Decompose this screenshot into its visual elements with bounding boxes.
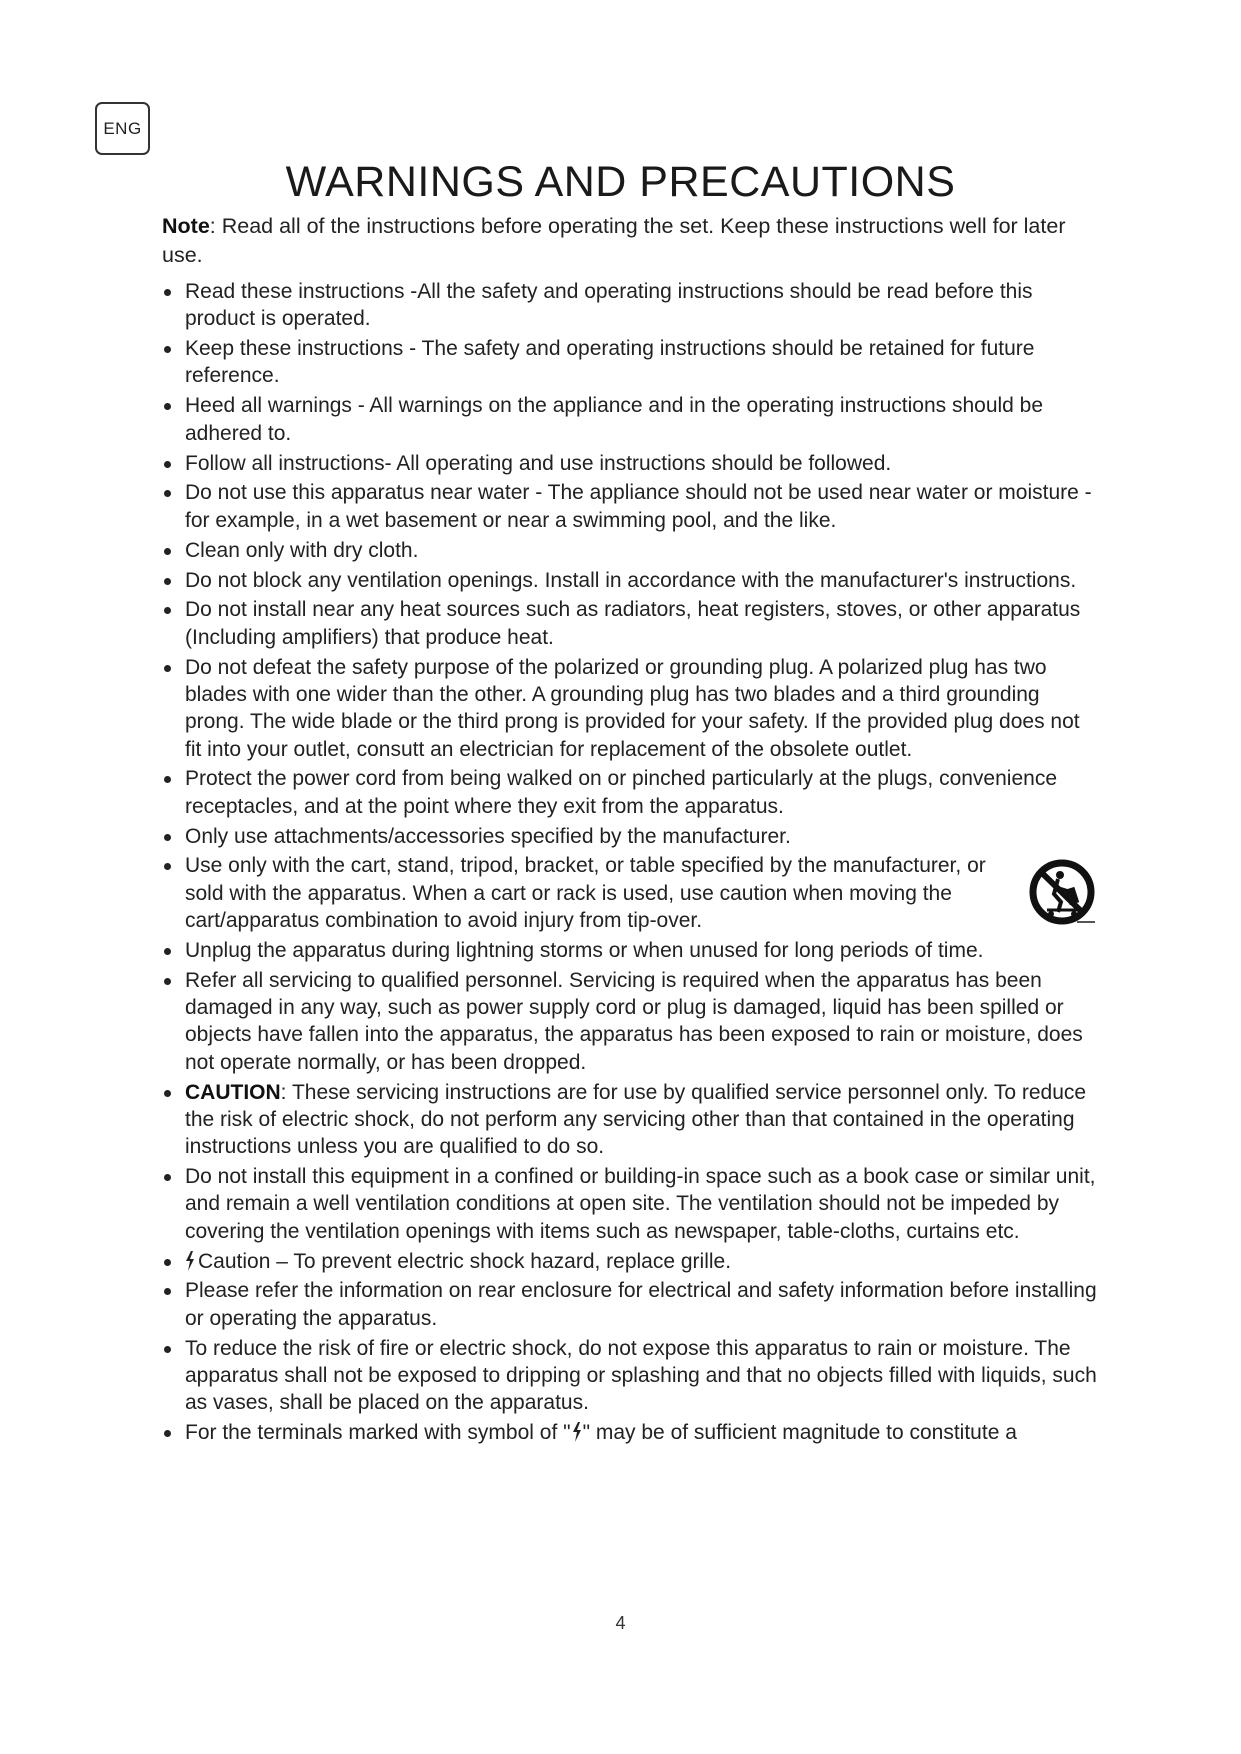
cart-tip-over-warning-icon xyxy=(1027,858,1097,928)
list-item: To reduce the risk of fire or electric shock, do not expose this apparatus to rain or moisture. The apparatus shall not be exposed to dripping or splashing and that no objects filled with liquids, such as vases, shall be placed on the apparatus. xyxy=(162,1335,1097,1417)
list-item: Do not block any ventilation openings. Install in accordance with the manufacturer's instructions. xyxy=(162,567,1097,594)
list-item: Heed all warnings - All warnings on the appliance and in the operating instructions should be adhered to. xyxy=(162,392,1097,447)
list-item-caution xyxy=(162,1079,1097,1161)
lightning-bolt-icon xyxy=(572,1422,582,1442)
caution-text: : These servicing instructions are for use by qualified service personnel only. To reduce the risk of electric shock, do not perform any servicing other than that contained in the operating instructions unless you are qualified to do so. xyxy=(185,1080,1087,1159)
list-item: Refer all servicing to qualified personnel. Servicing is required when the apparatus has been damaged in any way, such as power supply cord or plug is damaged, liquid has been spilled or objects have fallen into the apparatus, the apparatus has been exposed to rain or moisture, does not operate normally, or has been dropped. xyxy=(162,967,1097,1076)
list-item-grille xyxy=(162,1248,1097,1275)
list-item-cart xyxy=(162,852,1097,934)
terminal-text-after: " may be of sufficient magnitude to constitute a xyxy=(582,1421,1017,1445)
list-item: Keep these instructions - The safety and operating instructions should be retained for future reference. xyxy=(162,335,1097,390)
note-paragraph xyxy=(162,212,1092,270)
cart-item-text: Use only with the cart, stand, tripod, bracket, or table specified by the manufacturer, or sold with the apparatus. When a cart or rack is used, use caution when moving the cart/apparatus combination to avoid injury from tip-over. xyxy=(185,854,986,933)
list-item: Do not install near any heat sources such as radiators, heat registers, stoves, or other apparatus (Including amplifiers) that produce heat. xyxy=(162,596,1097,651)
list-item: Do not install this equipment in a confined or building-in space such as a book case or similar unit, and remain a well ventilation conditions at open site. The ventilation should not be impeded by covering the ventilation openings with items such as newspaper, table-cloths, curtains etc. xyxy=(162,1163,1097,1245)
page-title: WARNINGS AND PRECAUTIONS xyxy=(285,158,956,206)
list-item: Follow all instructions- All operating and use instructions should be followed. xyxy=(162,450,1097,477)
note-label: Note xyxy=(162,214,210,238)
terminal-text-before: For the terminals marked with symbol of " xyxy=(185,1421,571,1445)
list-item: Do not use this apparatus near water - The appliance should not be used near water or moisture - for example, in a wet basement or near a swimming pool, and the like. xyxy=(162,479,1097,534)
list-item: Unplug the apparatus during lightning storms or when unused for long periods of time. xyxy=(162,937,1097,964)
lightning-bolt-icon xyxy=(185,1251,195,1271)
list-item: Read these instructions -All the safety and operating instructions should be read before this product is operated. xyxy=(162,278,1097,333)
list-item: Protect the power cord from being walked on or pinched particularly at the plugs, convenience receptacles, and at the point where they exit from the apparatus. xyxy=(162,765,1097,820)
page-number: 4 xyxy=(615,1613,626,1633)
language-badge: ENG xyxy=(95,102,150,155)
precautions-list xyxy=(162,278,1097,1449)
list-item: Please refer the information on rear enclosure for electrical and safety information before installing or operating the apparatus. xyxy=(162,1277,1097,1332)
grille-caution-text: Caution – To prevent electric shock hazard, replace grille. xyxy=(198,1249,732,1273)
list-item-terminals xyxy=(162,1419,1097,1446)
note-text: : Read all of the instructions before operating the set. Keep these instructions well for later use. xyxy=(162,214,1066,267)
list-item: Clean only with dry cloth. xyxy=(162,537,1097,564)
list-item: Do not defeat the safety purpose of the polarized or grounding plug. A polarized plug has two blades with one wider than the other. A grounding plug has two blades and a third grounding prong. The wide blade or the third prong is provided for your safety. If the provided plug does not fit into your outlet, consutt an electrician for replacement of the obsolete outlet. xyxy=(162,654,1097,763)
list-item: Only use attachments/accessories specified by the manufacturer. xyxy=(162,823,1097,850)
caution-label: CAUTION xyxy=(185,1080,281,1104)
